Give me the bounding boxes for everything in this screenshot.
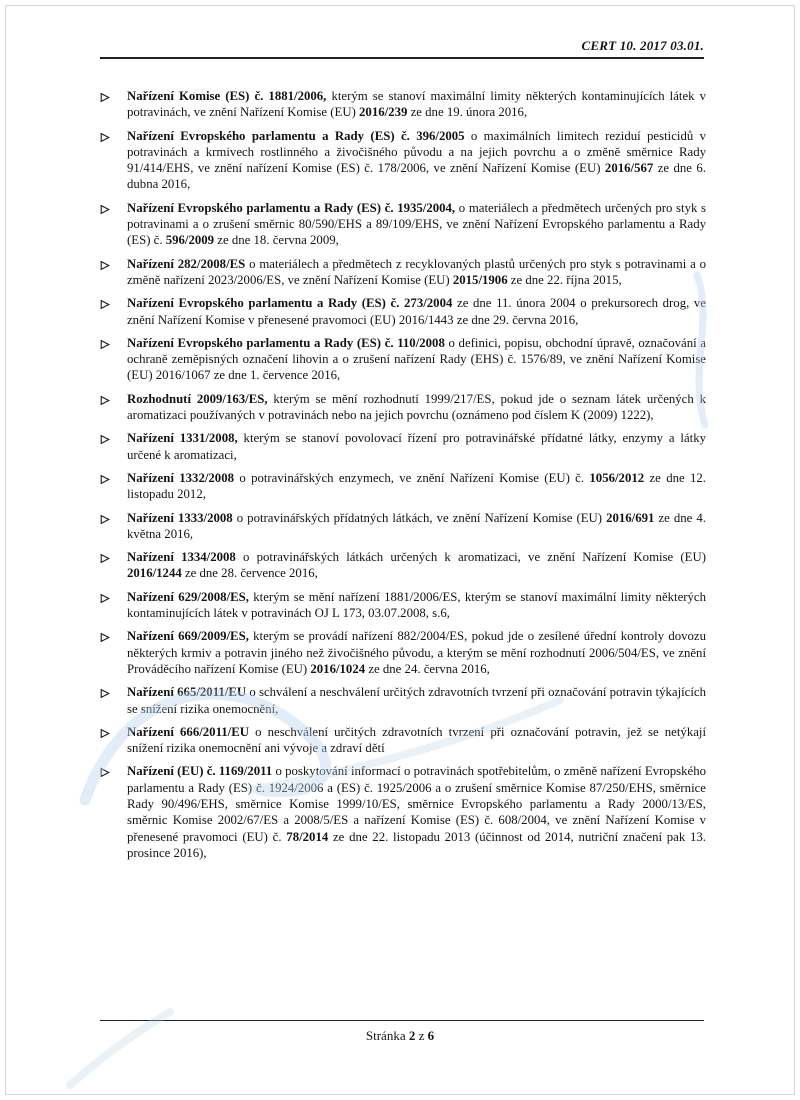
list-item bbox=[100, 549, 706, 582]
text-segment: Stránka bbox=[365, 1028, 409, 1043]
bold-text-segment: 1056/2012 bbox=[589, 470, 645, 485]
arrow-bullet-icon bbox=[100, 256, 127, 289]
bold-text-segment: Nařízení 1331/2008, bbox=[127, 431, 238, 446]
list-item-text bbox=[127, 684, 706, 717]
list-item-text bbox=[127, 391, 706, 424]
list-item bbox=[100, 295, 706, 328]
text-segment: ze dne 18. června 2009, bbox=[214, 233, 339, 248]
text-segment: ze dne 6. dubna 2016, bbox=[127, 161, 706, 192]
list-item bbox=[100, 335, 706, 384]
text-segment: o maximálních limitech reziduí pesticidů v potravinách a krmivech rostlinného a živočišného původu a na jejich povrchu a o změně směrnice Rady 91/414/EHS, ve znění nařízení Komise (ES) č. 178/2006, ve znění Nařízení Komise (EU) bbox=[127, 128, 706, 176]
bold-text-segment: Nařízení 282/2008/ES bbox=[127, 256, 246, 271]
text-segment: ze dne 24. června 2016, bbox=[365, 661, 490, 676]
text-segment: o definici, popisu, obchodní úpravě, označování a ochraně zeměpisných označení lihovin a o zrušení nařízení Rady (EHS) č. 1576/89, ve znění Nařízení Komise (EU) 2016/1067 ze dne 1. července 2016, bbox=[127, 335, 706, 383]
bold-text-segment: Nařízení 666/2011/EU bbox=[127, 724, 249, 739]
bold-text-segment: 596/2009 bbox=[165, 233, 215, 248]
text-segment: o potravinářských enzymech, ve znění Nařízení Komise (EU) č. bbox=[234, 470, 590, 485]
bold-text-segment: 2016/567 bbox=[604, 161, 654, 176]
text-segment: kterým se mění rozhodnutí 1999/217/ES, pokud jde o seznam látek určených k aromatizaci používaných v potravinách nebo na jejich povrchu (oznámeno pod číslem K (2009) 1222), bbox=[127, 391, 706, 423]
arrow-bullet-icon bbox=[100, 200, 127, 249]
text-segment: o poskytování informací o potravinách spotřebitelům, o změně nařízení Evropského parlamentu a Rady (ES) č. 1924/2006 a (ES) č. 1925/2006 a o zrušení směrnice Komise 87/250/EHS, směrnice Rady 90/496/EHS, směrnice Komise 1999/10/ES, směrnice Evropského parlamentu a Rady 2000/13/ES, směrnic Komise 2002/67/ES a 2008/5/ES a nařízení Komise (ES) č. 608/2004, ve znění Nařízení Komise v přenesené pravomoci (EU) č. bbox=[127, 764, 706, 844]
bold-text-segment: 2015/1906 bbox=[452, 272, 508, 287]
arrow-bullet-icon bbox=[100, 128, 127, 193]
bold-text-segment: Nařízení 1332/2008 bbox=[127, 470, 234, 485]
arrow-bullet-icon bbox=[100, 589, 127, 622]
arrow-bullet-icon bbox=[100, 510, 127, 543]
bold-text-segment: Nařízení 1333/2008 bbox=[127, 510, 233, 525]
footer-rule bbox=[100, 1020, 704, 1021]
bold-text-segment: 2 bbox=[408, 1028, 416, 1043]
list-item-text bbox=[127, 589, 706, 622]
list-item bbox=[100, 200, 706, 249]
bold-text-segment: Nařízení 1334/2008 bbox=[127, 550, 236, 565]
bold-text-segment: 2016/1244 bbox=[127, 566, 182, 581]
list-item bbox=[100, 684, 706, 717]
list-item bbox=[100, 628, 706, 677]
bold-text-segment: Nařízení (EU) č. 1169/2011 bbox=[127, 764, 273, 779]
bold-text-segment: 2016/1024 bbox=[310, 661, 366, 676]
arrow-bullet-icon bbox=[100, 724, 127, 757]
bold-text-segment: 78/2014 bbox=[286, 829, 329, 844]
list-item-text bbox=[127, 430, 706, 463]
arrow-bullet-icon bbox=[100, 549, 127, 582]
list-item-text bbox=[127, 128, 706, 193]
text-segment: ze dne 11. února 2004 o prekursorech drog, ve znění Nařízení Komise v přenesené pravomoci (EU) 2016/1443 ze dne 29. června 2016, bbox=[127, 296, 706, 327]
bold-text-segment: Nařízení Evropského parlamentu a Rady (ES) č. 1935/2004, bbox=[127, 200, 456, 215]
bold-text-segment: Rozhodnutí 2009/163/ES, bbox=[127, 391, 268, 406]
list-item bbox=[100, 470, 706, 503]
bold-text-segment: Nařízení 665/2011/EU bbox=[127, 685, 247, 700]
text-segment: kterým se stanoví povolovací řízení pro potravinářské přídatné látky, enzymy a látky určené k aromatizaci, bbox=[127, 431, 706, 462]
text-segment: kterým se mění nařízení 1881/2006/ES, kterým se stanoví maximální limity některých kontaminujících látek v potravinách OJ L 173, 03.07.2008, s.6, bbox=[127, 589, 706, 621]
text-segment: o schválení a neschválení určitých zdravotních tvrzení při označování potravin týkajících se snížení rizika onemocnění, bbox=[127, 685, 706, 716]
text-segment: o neschválení určitých zdravotních tvrzení při označování potravin, jež se netýkají snížení rizika onemocnění ani vývoje a zdraví dětí bbox=[127, 724, 707, 756]
bold-text-segment: 2016/691 bbox=[606, 510, 655, 525]
list-item-text bbox=[127, 470, 706, 503]
list-item-text bbox=[127, 549, 706, 582]
list-item-text bbox=[127, 88, 706, 121]
arrow-bullet-icon bbox=[100, 335, 127, 384]
text-segment: ze dne 4. května 2016, bbox=[127, 510, 706, 541]
regulation-list bbox=[100, 88, 706, 868]
bold-text-segment: Nařízení Evropského parlamentu a Rady (ES) č. 110/2008 bbox=[127, 335, 445, 350]
arrow-bullet-icon bbox=[100, 684, 127, 717]
page-number bbox=[0, 1028, 800, 1044]
bold-text-segment: Nařízení Komise (ES) č. 1881/2006, bbox=[127, 89, 327, 103]
text-segment: ze dne 12. listopadu 2012, bbox=[127, 470, 707, 502]
list-item bbox=[100, 589, 706, 622]
list-item-text bbox=[127, 335, 706, 384]
bold-text-segment: Nařízení Evropského parlamentu a Rady (ES) č. 396/2005 bbox=[127, 128, 465, 143]
list-item-text bbox=[127, 200, 706, 249]
list-item bbox=[100, 391, 706, 424]
arrow-bullet-icon bbox=[100, 430, 127, 463]
arrow-bullet-icon bbox=[100, 628, 127, 677]
header-rule bbox=[100, 57, 704, 59]
list-item bbox=[100, 88, 706, 121]
list-item-text bbox=[127, 724, 706, 757]
arrow-bullet-icon bbox=[100, 470, 127, 503]
list-item bbox=[100, 763, 706, 861]
list-item-text bbox=[127, 256, 706, 289]
list-item-text bbox=[127, 628, 706, 677]
text-segment: ze dne 22. listopadu 2013 (účinnost od 2014, nutriční značení pak 13. prosince 2016), bbox=[127, 829, 706, 860]
list-item bbox=[100, 256, 706, 289]
list-item bbox=[100, 724, 706, 757]
text-segment: o materiálech a předmětech určených pro styk s potravinami a o zrušení směrnic 80/590/EHS a 89/109/EHS, ve znění Nařízení Evropského parlamentu a Rady (ES) č. bbox=[127, 200, 706, 248]
arrow-bullet-icon bbox=[100, 763, 127, 861]
arrow-bullet-icon bbox=[100, 295, 127, 328]
text-segment: kterým se provádí nařízení 882/2004/ES, pokud jde o zesílené úřední kontroly dovozu některých krmiv a potravin jiného než živočišného původu, a kterým se mění rozhodnutí 2006/504/ES, ve znění Prováděcího nařízení Komise (EU) bbox=[127, 629, 707, 676]
arrow-bullet-icon bbox=[100, 88, 127, 121]
bold-text-segment: 6 bbox=[427, 1028, 435, 1043]
list-item-text bbox=[127, 763, 706, 861]
text-segment: ze dne 19. února 2016, bbox=[407, 105, 528, 120]
text-segment: o potravinářských látkách určených k aromatizaci, ve znění Nařízení Komise (EU) bbox=[235, 550, 706, 565]
text-segment: kterým se stanoví maximální limity některých kontaminujících látek v potravinách, ve znění Nařízení Komise (EU) bbox=[127, 89, 706, 120]
bold-text-segment: 2016/239 bbox=[359, 105, 408, 120]
list-item bbox=[100, 510, 706, 543]
document-header-title: CERT 10. 2017 03.01. bbox=[581, 38, 704, 53]
list-item bbox=[100, 430, 706, 463]
text-segment: ze dne 22. října 2015, bbox=[507, 272, 622, 287]
list-item-text bbox=[127, 295, 706, 328]
text-segment: o potravinářských přídatných látkách, ve znění Nařízení Komise (EU) bbox=[232, 510, 607, 525]
bold-text-segment: Nařízení 669/2009/ES, bbox=[127, 629, 249, 644]
text-segment: ze dne 28. července 2016, bbox=[181, 566, 318, 581]
list-item bbox=[100, 128, 706, 193]
bold-text-segment: Nařízení 629/2008/ES, bbox=[127, 589, 249, 604]
list-item-text bbox=[127, 510, 706, 543]
text-segment: o materiálech a předmětech z recyklovaných plastů určených pro styk s potravinami a o změně nařízení 2023/2006/ES, ve znění Nařízení Komise (EU) bbox=[127, 256, 707, 287]
bold-text-segment: Nařízení Evropského parlamentu a Rady (ES) č. 273/2004 bbox=[127, 296, 453, 311]
text-segment: z bbox=[415, 1028, 428, 1043]
arrow-bullet-icon bbox=[100, 391, 127, 424]
